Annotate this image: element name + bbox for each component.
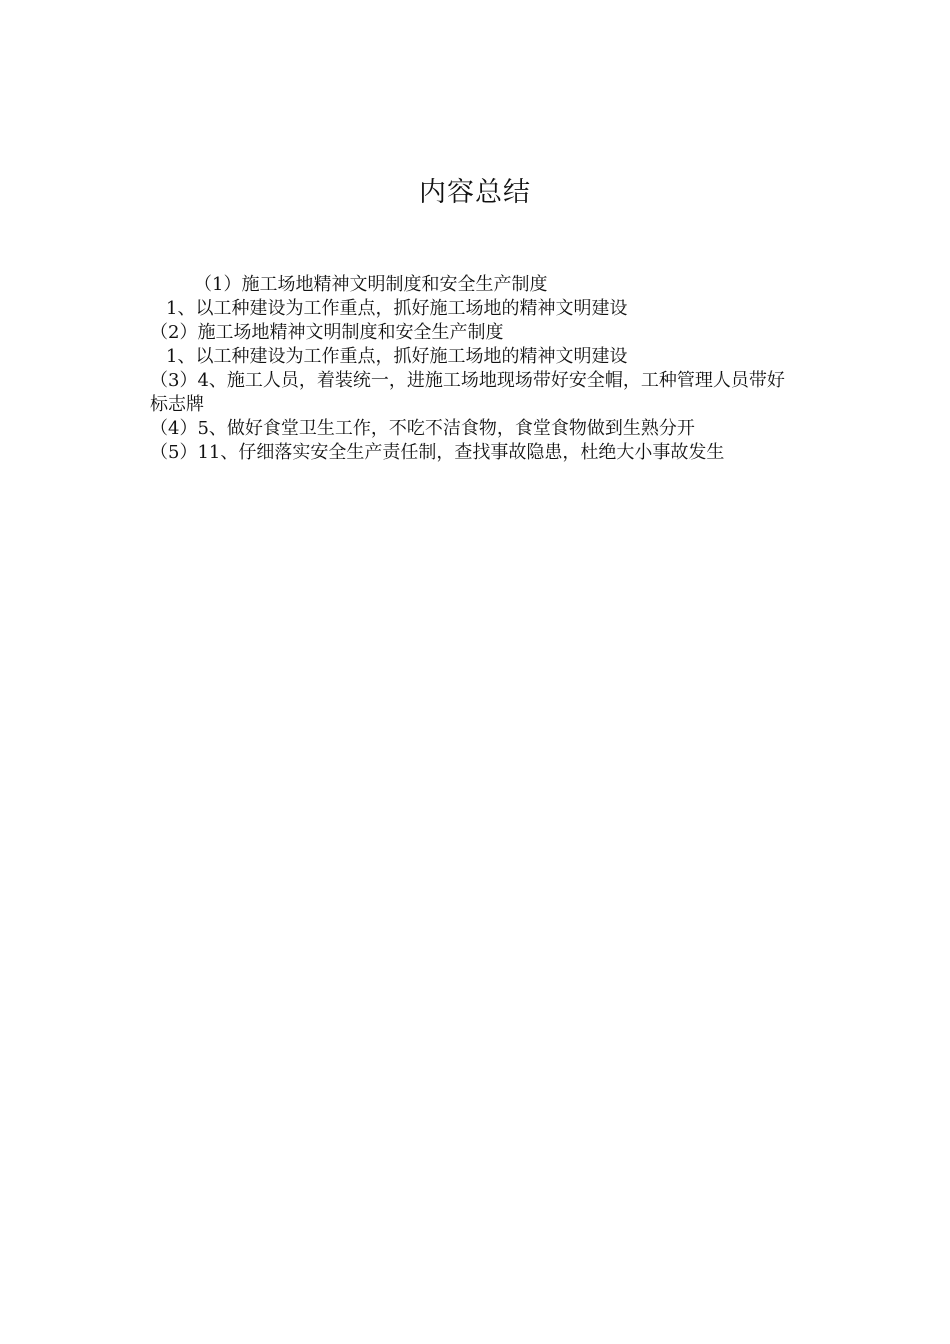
paragraph-7: （5）11、仔细落实安全生产责任制，查找事故隐患，杜绝大小事故发生 xyxy=(150,442,725,463)
paragraph-2: 1、以工种建设为工作重点，抓好施工场地的精神文明建设 xyxy=(166,298,628,319)
paragraph-6: （4）5、做好食堂卫生工作，不吃不洁食物，食堂食物做到生熟分开 xyxy=(150,418,695,439)
document-body xyxy=(150,273,800,465)
paragraph-3: （2）施工场地精神文明制度和安全生产制度 xyxy=(150,322,504,343)
paragraph-5: （3）4、施工人员，着装统一，进施工场地现场带好安全帽，工种管理人员带好标志牌 xyxy=(150,370,785,415)
paragraph-4: 1、以工种建设为工作重点，抓好施工场地的精神文明建设 xyxy=(166,346,628,367)
document-title: 内容总结 xyxy=(419,177,531,208)
paragraph-1: （1）施工场地精神文明制度和安全生产制度 xyxy=(194,274,548,295)
